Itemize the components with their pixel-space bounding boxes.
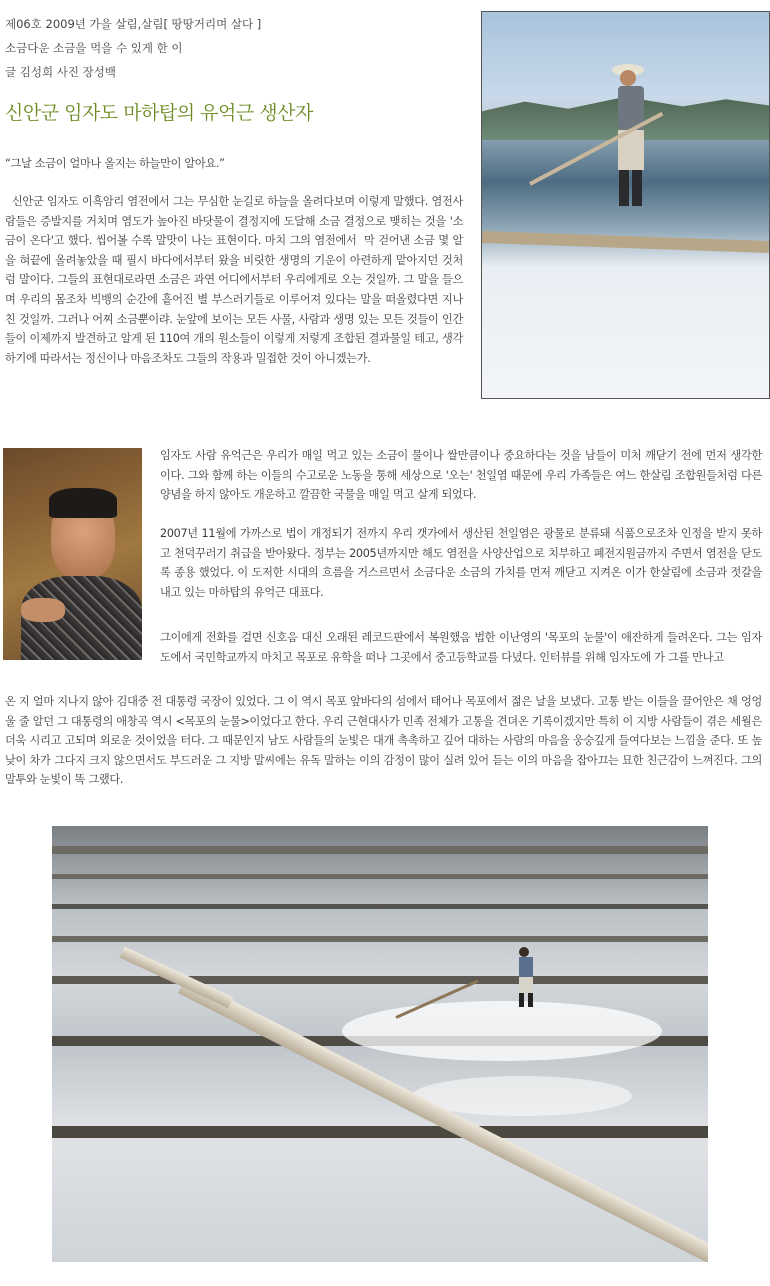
- paragraph-5: 온 지 얼마 지나지 않아 김대중 전 대통령 국장이 있었다. 그 이 역시 목포 앞바다의 섬에서 태어나 목포에서 젊은 날을 보냈다. 고통 받는 이들을 끌어안은 채 엉엉 울 줄 알던 그 대통령의 애창곡 역시 <목포의 눈물>이었다고 한다. 우리 근현대사가 민족 전체가 고통을 견뎌온 기록이겠지만 특히 이 지방 사람들이 겪은 세월은 더욱 시리고 고되며 외로운 것이었을 터다. 그 때문인지 남도 사람들의 눈빛은 대개 촉촉하고 깊어 대하는 사람의 마음을 웅숭깊게 들여다보는 느낌을 준다. 또 높낮이 차가 그다지 크지 않으면서도 부드러운 그 지방 말씨에는 유독 말하는 이의 감정이 많이 실려 있어 듣는 이의 마음을 잡아끄는 묘한 친근감이 느껴진다. 그의 말투와 눈빛이 똑 그랬다.: [5, 695, 762, 787]
- salt-farmer-photo: [481, 11, 770, 399]
- paragraph-3: 2007년 11월에 가까스로 법이 개정되기 전까지 우리 갯가에서 생산된 천일염은 광물로 분류돼 식품으로조차 인정을 받지 못하고 천덕꾸러기 취급을 받아왔다. 정부는 2005년까지만 해도 염전을 사양산업으로 치부하고 폐전지원금까지 주면서 염전을 닫도록 종용 했었다. 이 도저한 시대의 흐름을 거스르면서 소금다운 소금의 가치를 먼저 깨닫고 지켜온 이가 한살림에 소금과 젓갈을 내고 있는 마하탑의 유억근 대표다.: [160, 527, 762, 599]
- salt-field-wide-photo: [52, 826, 708, 1262]
- paragraph-4: 그이에게 전화를 걸면 신호음 대신 오래된 레코드판에서 복원했음 법한 이난영의 '목포의 눈물'이 애잔하게 들려온다. 그는 임자도에서 국민학교까지 마치고 목포로 유학을 떠나 그곳에서 중고등학교를 다녔다. 인터뷰를 위해 임자도에 가 그를 만나고: [160, 631, 762, 664]
- farmer-figure: [610, 62, 670, 222]
- portrait-photo: [3, 448, 142, 660]
- opening-quote: “그날 소금이 얼마나 올지는 하늘만이 알아요.”: [5, 157, 225, 170]
- article-credits: 글 김성희 사진 장성백: [5, 65, 116, 79]
- article-title: 신안군 임자도 마하탑의 유억근 생산자: [5, 102, 313, 124]
- worker-figure: [514, 946, 538, 1008]
- paragraph-2: 임자도 사람 유억근은 우리가 매일 먹고 있는 소금이 물이나 쌀만큼이나 중요하다는 것을 남들이 미처 깨닫기 전에 먼저 생각한 이다. 그와 함께 하는 이들의 수고로운 노동을 통해 세상으로 '오는' 천일염 때문에 우리 가족들은 여느 한살림 조합원들처럼 다른 양념을 하지 않아도 개운하고 깔끔한 국물을 매일 먹고 살게 되었다.: [160, 449, 762, 502]
- article-subtitle: 소금다운 소금을 먹을 수 있게 한 이: [5, 41, 183, 55]
- paragraph-1: 신안군 임자도 이흑암리 염전에서 그는 무심한 눈길로 하늘을 올려다보며 이렇게 말했다. 염전사람들은 증발지를 거치며 염도가 높아진 바닷물이 결정지에 도달해 소금 결정으로 맺히는 것을 '소금이 온다'고 했다. 씹어볼 수록 말맛이 나는 표현이다. 마치 그의 염전에서 막 걷어낸 소금 몇 알을 혀끝에 올려놓았을 때 필시 바다에서부터 왔을 비릿한 생명의 기운이 아련하게 맡아지던 것처럼 말이다. 그들의 표현대로라면 소금은 과연 어디에서부터 우리에게로 오는 것일까. 그 말을 들으며 우리의 몸조차 빅뱅의 순간에 흩어진 별 부스러기들로 이루어져 있다는 말을 떠올렸다면 지나친 것일까. 그러나 어찌 소금뿐이랴. 눈앞에 보이는 모든 사물, 사람과 생명 있는 모든 것들이 인간들이 이제까지 발견하고 알게 된 110여 개의 원소들이 이렇게 저렇게 조합된 결과물일 테고, 생각하기에 따라서는 정신이나 마음조차도 그들의 작용과 밀접한 것이 아니겠는가.: [5, 195, 463, 365]
- issue-line: 제06호 2009년 가을 살림,살림[ 땅땅거리며 살다 ]: [5, 17, 262, 31]
